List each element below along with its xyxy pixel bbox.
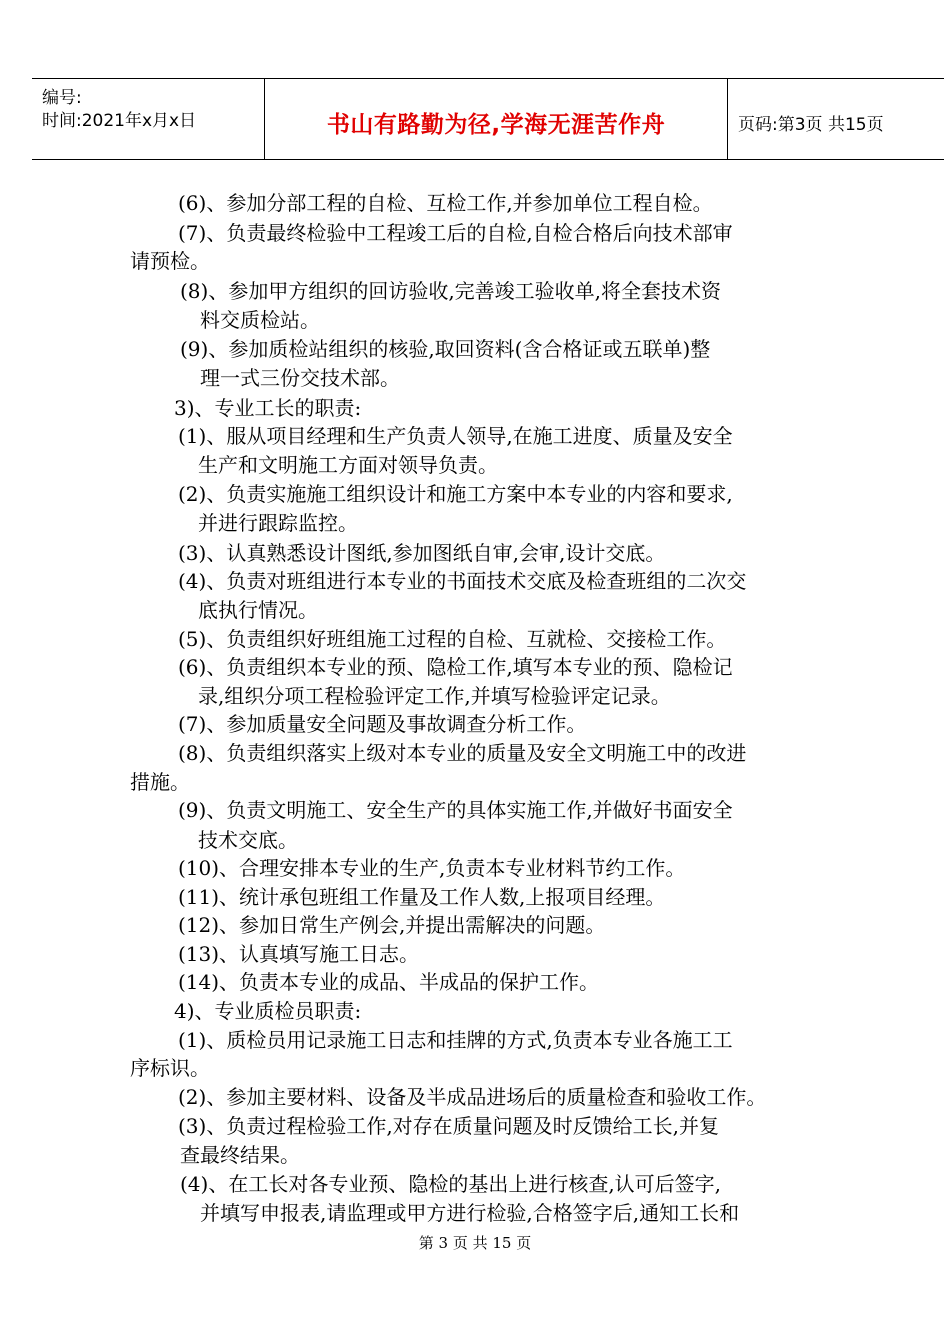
paragraph-line: (5)、负责组织好班组施工过程的自检、互就检、交接检工作。 (178, 627, 727, 651)
paragraph-line: (4)、负责对班组进行本专业的书面技术交底及检查班组的二次交 (178, 569, 747, 593)
paragraph-line: (8)、参加甲方组织的回访验收,完善竣工验收单,将全套技术资 (180, 279, 722, 303)
paragraph-line: 理一式三份交技术部。 (200, 366, 400, 390)
paragraph-line: (8)、负责组织落实上级对本专业的质量及安全文明施工中的改进 (178, 741, 747, 765)
document-number-label: 编号: (42, 88, 82, 108)
header-motto: 书山有路勤为径,学海无涯苦作舟 (326, 112, 666, 138)
paragraph-line: (4)、在工长对各专业预、隐检的基出上进行核查,认可后签字, (180, 1172, 722, 1196)
paragraph-line: (7)、负责最终检验中工程竣工后的自检,自检合格后向技术部审 (178, 221, 733, 245)
paragraph-line: (9)、参加质检站组织的核验,取回资料(含合格证或五联单)整 (180, 337, 711, 361)
paragraph-line: 3)、专业工长的职责: (174, 396, 362, 420)
document-date-label: 时间:2021年x月x日 (42, 111, 197, 131)
page-footer: 第 3 页 共 15 页 (418, 1234, 532, 1252)
paragraph-line: (2)、负责实施施工组织设计和施工方案中本专业的内容和要求, (178, 482, 733, 506)
paragraph-line: (12)、参加日常生产例会,并提出需解决的问题。 (178, 913, 606, 937)
paragraph-line: (3)、负责过程检验工作,对存在质量问题及时反馈给工长,并复 (178, 1114, 720, 1138)
paragraph-line: 技术交底。 (198, 828, 298, 852)
paragraph-line: (10)、合理安排本专业的生产,负责本专业材料节约工作。 (178, 856, 686, 880)
header-meta-cell (32, 79, 265, 159)
paragraph-line: (2)、参加主要材料、设备及半成品进场后的质量检查和验收工作。 (178, 1085, 767, 1109)
paragraph-line: (7)、参加质量安全问题及事故调查分析工作。 (178, 712, 587, 736)
paragraph-line: (14)、负责本专业的成品、半成品的保护工作。 (178, 970, 600, 994)
paragraph-line: (6)、负责组织本专业的预、隐检工作,填写本专业的预、隐检记 (178, 655, 733, 679)
paragraph-line: (6)、参加分部工程的自检、互检工作,并参加单位工程自检。 (178, 191, 713, 215)
paragraph-line: 生产和文明施工方面对领导负责。 (198, 453, 498, 477)
paragraph-line: 并填写申报表,请监理或甲方进行检验,合格签字后,通知工长和 (200, 1201, 740, 1225)
paragraph-line: 查最终结果。 (180, 1143, 300, 1167)
paragraph-line: 料交质检站。 (200, 308, 320, 332)
page-header (32, 78, 944, 160)
paragraph-line: (13)、认真填写施工日志。 (178, 942, 420, 966)
paragraph-line: 措施。 (130, 770, 190, 794)
paragraph-line: (1)、服从项目经理和生产负责人领导,在施工进度、质量及安全 (178, 424, 733, 448)
paragraph-line: 请预检。 (130, 249, 210, 273)
paragraph-line: (1)、质检员用记录施工日志和挂牌的方式,负责本专业各施工工 (178, 1028, 733, 1052)
paragraph-line: (9)、负责文明施工、安全生产的具体实施工作,并做好书面安全 (178, 798, 733, 822)
paragraph-line: 底执行情况。 (198, 598, 318, 622)
paragraph-line: 录,组织分项工程检验评定工作,并填写检验评定记录。 (198, 684, 671, 708)
paragraph-line: 4)、专业质检员职责: (174, 999, 362, 1023)
paragraph-line: (3)、认真熟悉设计图纸,参加图纸自审,会审,设计交底。 (178, 541, 666, 565)
paragraph-line: 并进行跟踪监控。 (198, 511, 358, 535)
header-page-cell (728, 79, 944, 159)
paragraph-line: 序标识。 (130, 1056, 210, 1080)
header-motto-cell (265, 79, 728, 159)
header-page-info: 页码:第3页 共15页 (738, 115, 884, 135)
paragraph-line: (11)、统计承包班组工作量及工作人数,上报项目经理。 (178, 885, 666, 909)
